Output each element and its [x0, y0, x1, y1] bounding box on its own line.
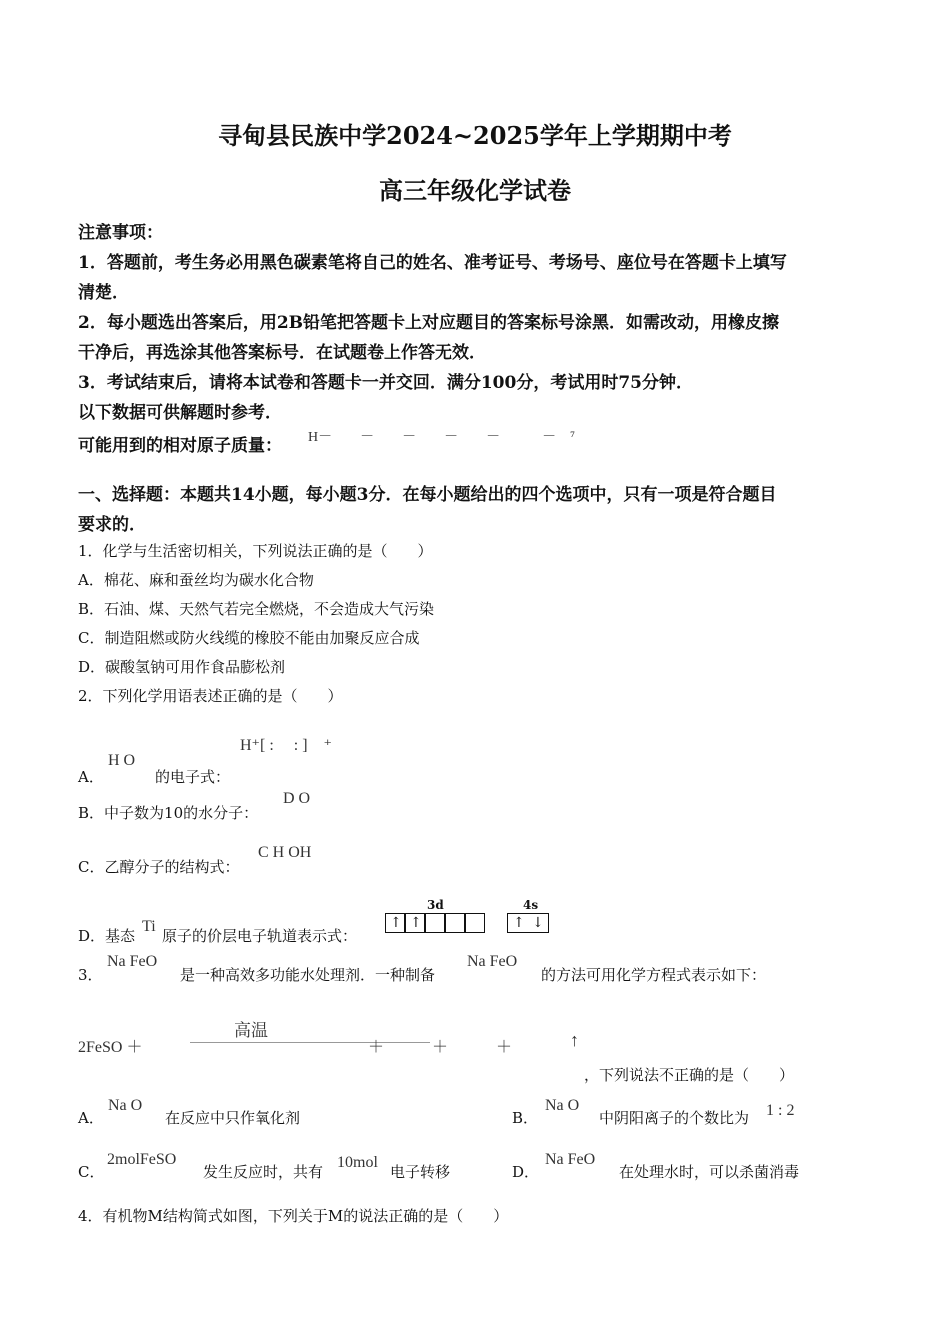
question-2-b-formula: D O [283, 790, 311, 807]
question-3-text-2: 的方法可用化学方程式表示如下： [541, 966, 767, 984]
question-1-option-d: D．碳酸氢钠可用作食品膨松剂 [78, 658, 286, 676]
reaction-equation-left: 2FeSO ＋ [78, 1039, 143, 1056]
question-3-option-c-text-2: 电子转移 [390, 1163, 451, 1181]
question-2-option-d-text-2: 原子的价层电子轨道表示式： [162, 927, 358, 945]
question-2-a-formula: H O [108, 752, 136, 769]
orbital-3d-box-1: ↑ [385, 913, 405, 933]
orbital-3d-box-4 [445, 913, 465, 933]
question-4-stem: 4．有机物M结构简式如图，下列关于M的说法正确的是（ ） [78, 1207, 509, 1225]
notice-item-1: 1．答题前，考生务必用黑色碳素笔将自己的姓名、准考证号、考场号、座位号在答题卡上填写 [78, 253, 787, 273]
notice-item-3: 3．考试结束后，请将本试卷和答题卡一并交回．满分100分，考试用时75分钟． [78, 373, 693, 393]
gas-arrow: ↑ [570, 1030, 579, 1050]
question-3-c-amount: 10mol [337, 1154, 378, 1171]
notice-heading: 注意事项： [78, 223, 163, 243]
orbital-3d-label: 3d [427, 898, 444, 912]
atomic-mass-values: H－ － － － － － ⁷ [308, 430, 575, 445]
exam-title: 寻甸县民族中学2024~2025学年上学期期中考 [218, 121, 732, 150]
question-3-d-formula: Na FeO [545, 1151, 596, 1168]
question-2-option-d-text: D．基态 [78, 927, 136, 945]
section-heading-cont: 要求的． [78, 515, 146, 535]
question-1-option-a: A．棉花、麻和蚕丝均为碳水化合物 [78, 571, 314, 589]
question-1-option-c: C．制造阻燃或防火线缆的橡胶不能由加聚反应合成 [78, 629, 420, 647]
reaction-condition: 高温 [234, 1021, 268, 1040]
question-3-option-d-text: 在处理水时，可以杀菌消毒 [619, 1163, 800, 1181]
notice-item-2: 2．每小题选出答案后，用2B铅笔把答题卡上对应题目的答案标号涂黑．如需改动，用橡皮擦 [78, 313, 780, 333]
notice-item-2-cont: 干净后，再选涂其他答案标号．在试题卷上作答无效． [78, 343, 486, 363]
question-1-option-b: B．石油、煤、天然气若完全燃烧，不会造成大气污染 [78, 600, 435, 618]
notice-item-1-cont: 清楚． [78, 283, 129, 303]
question-3-option-c-label: C． [78, 1163, 105, 1181]
section-heading: 一、选择题：本题共14小题，每小题3分．在每小题给出的四个选项中，只有一项是符合题目 [78, 485, 777, 505]
question-2-option-c-text: C．乙醇分子的结构式： [78, 858, 240, 876]
question-3-b-ratio: 1 : 2 [766, 1102, 795, 1119]
question-3-text-1: 是一种高效多功能水处理剂．一种制备 [180, 966, 436, 984]
orbital-4s-box: ↑ ↓ [507, 913, 549, 933]
question-2-a-electron-structure: H⁺[ : : ] ⁺ [240, 737, 332, 754]
question-3-option-c-text-1: 发生反应时，共有 [203, 1163, 324, 1181]
question-3-option-d-label: D． [512, 1163, 540, 1181]
question-3-formula-1: Na FeO [107, 953, 158, 970]
question-2-stem: 2．下列化学用语表述正确的是（ ） [78, 687, 343, 705]
orbital-4s-label: 4s [523, 898, 539, 912]
orbital-3d-box-3 [425, 913, 445, 933]
question-2-option-a-label: A． [78, 768, 104, 786]
question-3-prompt: ，下列说法不正确的是（ ） [584, 1066, 795, 1084]
question-3-b-formula: Na O [545, 1097, 580, 1114]
question-3-formula-2: Na FeO [467, 953, 518, 970]
question-2-d-symbol: Ti [142, 918, 156, 935]
reaction-equation-right: ＋ ＋ ＋ [368, 1039, 513, 1056]
question-3-a-formula: Na O [108, 1097, 143, 1114]
question-3-option-a-text: 在反应中只作氧化剂 [165, 1109, 301, 1127]
question-2-option-a-text: 的电子式： [155, 768, 231, 786]
atomic-mass-label: 可能用到的相对原子质量： [78, 436, 282, 456]
question-3-option-b-text: 中阴阳离子的个数比为 [599, 1109, 750, 1127]
question-2-option-b-text: B．中子数为10的水分子： [78, 804, 259, 822]
question-3-option-b-label: B． [512, 1109, 539, 1127]
question-3-option-a-label: A． [78, 1109, 104, 1127]
question-2-c-formula: C H OH [258, 844, 312, 861]
exam-subtitle: 高三年级化学试卷 [379, 176, 571, 205]
question-1-stem: 1．化学与生活密切相关，下列说法正确的是（ ） [78, 542, 433, 560]
question-3-c-formula: 2molFeSO [107, 1151, 177, 1168]
orbital-3d-box-5 [465, 913, 485, 933]
orbital-diagram [385, 898, 555, 938]
question-3-number: 3． [78, 966, 103, 984]
reference-data-note: 以下数据可供解题时参考． [78, 403, 282, 423]
orbital-3d-box-2: ↑ [405, 913, 425, 933]
